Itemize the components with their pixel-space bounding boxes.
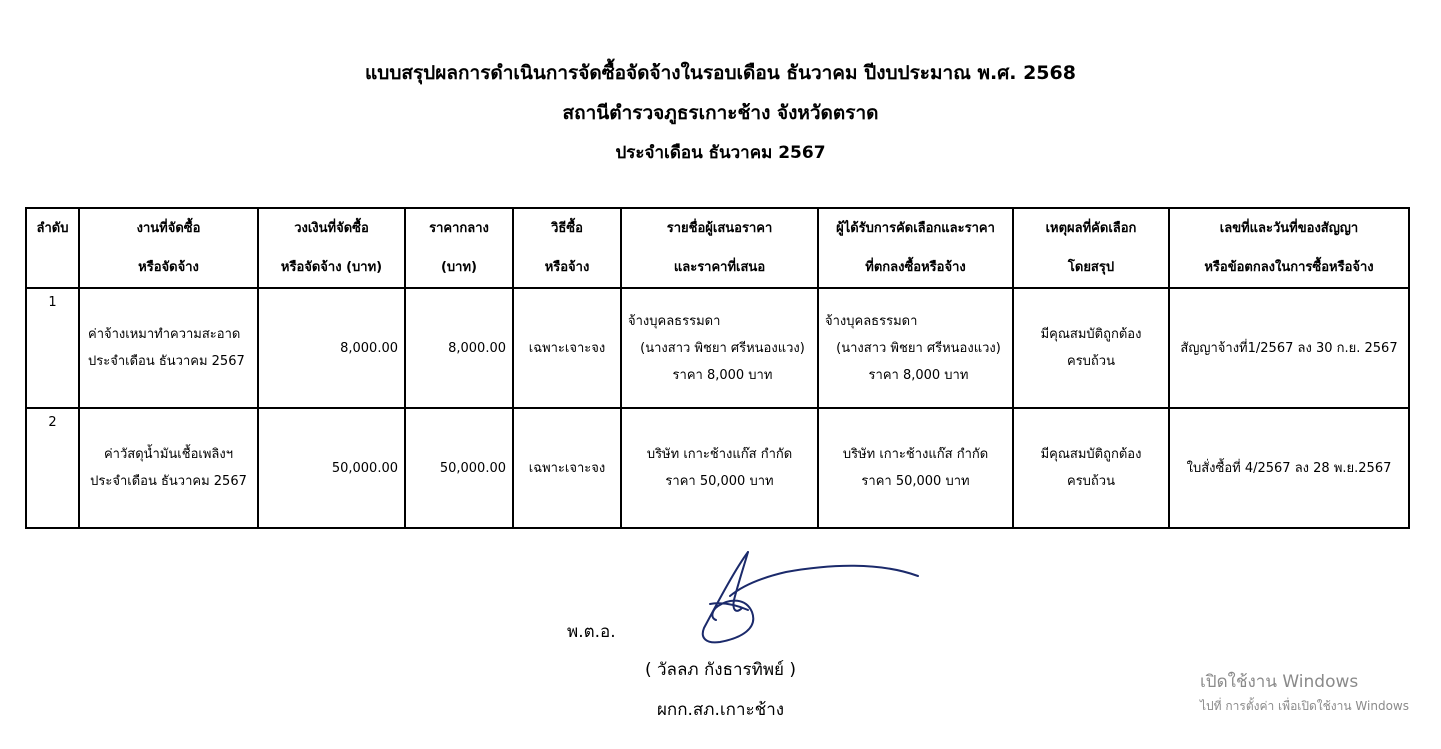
row-median-price: 8,000.00: [405, 288, 513, 408]
header-reason: เหตุผลที่คัดเลือก โดยสรุป: [1013, 208, 1169, 288]
row-contract: สัญญาจ้างที่1/2567 ลง 30 ก.ย. 2567: [1169, 288, 1409, 408]
windows-activation-watermark: [1200, 668, 1409, 716]
row-no: 1: [26, 288, 79, 408]
document-subtitle-month: ประจำเดือน ธันวาคม 2567: [615, 143, 826, 163]
row-budget: 8,000.00: [258, 288, 405, 408]
handwritten-signature: [690, 548, 930, 648]
signature-strokes: [703, 552, 918, 642]
header-method: วิธีซื้อ หรือจ้าง: [513, 208, 621, 288]
row-reason: มีคุณสมบัติถูกต้อง ครบถ้วน: [1013, 288, 1169, 408]
header-no: ลำดับ: [26, 208, 79, 288]
row-work: ค่าวัสดุน้ำมันเชื้อเพลิงฯ ประจำเดือน ธันวาคม 2567: [79, 408, 258, 528]
row-budget: 50,000.00: [258, 408, 405, 528]
row-bidders: จ้างบุคลธรรมดา (นางสาว พิชยา ศรีหนองแวง) ราคา 8,000 บาท: [621, 288, 818, 408]
row-method: เฉพาะเจาะจง: [513, 288, 621, 408]
header-budget: วงเงินที่จัดซื้อ หรือจัดจ้าง (บาท): [258, 208, 405, 288]
row-bidders: บริษัท เกาะช้างแก๊ส กำกัด ราคา 50,000 บาท: [621, 408, 818, 528]
signer-rank: พ.ต.อ.: [567, 622, 616, 642]
row-selected: บริษัท เกาะช้างแก๊ส กำกัด ราคา 50,000 บาท: [818, 408, 1013, 528]
row-reason: มีคุณสมบัติถูกต้อง ครบถ้วน: [1013, 408, 1169, 528]
header-contract: เลขที่และวันที่ของสัญญา หรือข้อตกลงในการซื้อหรือจ้าง: [1169, 208, 1409, 288]
watermark-title: เปิดใช้งาน Windows: [1200, 672, 1359, 692]
row-median-price: 50,000.00: [405, 408, 513, 528]
header-bidders: รายชื่อผู้เสนอราคา และราคาที่เสนอ: [621, 208, 818, 288]
row-work: ค่าจ้างเหมาทำความสะอาด ประจำเดือน ธันวาคม 2567: [79, 288, 258, 408]
document-title: แบบสรุปผลการดำเนินการจัดซื้อจัดจ้างในรอบเดือน ธันวาคม ปีงบประมาณ พ.ศ. 2568: [365, 62, 1076, 84]
header-work: งานที่จัดซื้อ หรือจัดจ้าง: [79, 208, 258, 288]
row-selected: จ้างบุคลธรรมดา (นางสาว พิชยา ศรีหนองแวง) ราคา 8,000 บาท: [818, 288, 1013, 408]
header-row: [26, 208, 1409, 288]
row-no: 2: [26, 408, 79, 528]
signer-position: ผกก.สภ.เกาะช้าง: [656, 700, 785, 720]
row-method: เฉพาะเจาะจง: [513, 408, 621, 528]
table-row: [26, 288, 1409, 408]
signature-block: [0, 540, 1441, 749]
watermark-subtitle: ไปที่ การตั้งค่า เพื่อเปิดใช้งาน Windows: [1200, 699, 1409, 713]
signer-name: ( วัลลภ กังธารทิพย์ ): [644, 660, 797, 680]
procurement-table: [25, 207, 1410, 529]
header-selected: ผู้ได้รับการคัดเลือกและราคา ที่ตกลงซื้อหรือจ้าง: [818, 208, 1013, 288]
row-contract: ใบสั่งซื้อที่ 4/2567 ลง 28 พ.ย.2567: [1169, 408, 1409, 528]
table-row: [26, 408, 1409, 528]
header-median-price: ราคากลาง (บาท): [405, 208, 513, 288]
document-subtitle-station: สถานีตำรวจภูธรเกาะช้าง จังหวัดตราด: [562, 102, 879, 124]
